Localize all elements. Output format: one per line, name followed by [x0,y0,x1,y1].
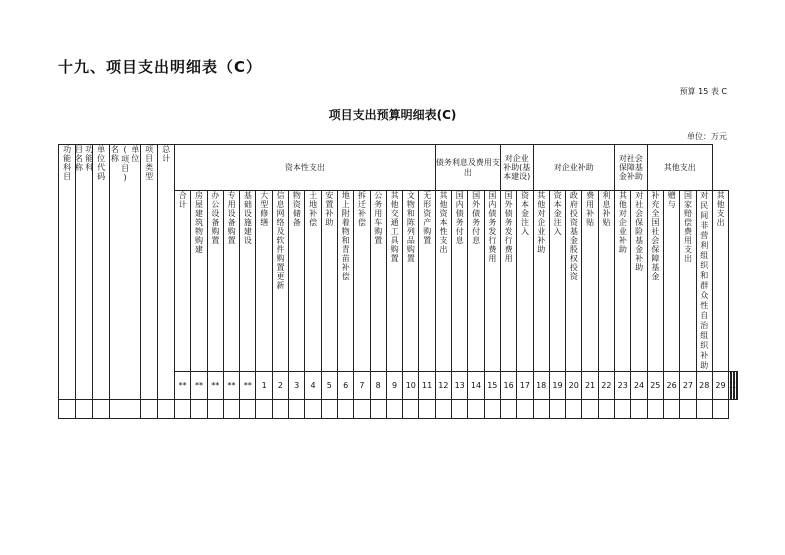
table-cell: 16 [500,372,516,400]
column-header-text: 专用设备购置 [227,191,237,245]
table-cell: 8 [370,372,386,400]
column-header [256,191,272,372]
empty-cell [680,400,696,419]
column-header [419,191,435,372]
empty-cell [305,400,321,419]
column-header-text: 房屋建筑物购建 [194,191,204,254]
header-0 [59,145,76,400]
table-cell: 11 [419,372,435,400]
table-cell: 26 [663,372,679,400]
column-header [517,191,533,372]
column-header [549,191,565,372]
header-4 [141,145,158,400]
column-header-text: 补助 [700,351,709,370]
column-header-text: 政府投资基金股权投资 [569,191,579,281]
left-header-0-text: 功能科目 [62,145,72,181]
empty-cell [598,400,614,419]
column-header [484,191,500,372]
unit-label: 单位：万元 [687,132,727,141]
column-header [403,191,419,372]
table-cell: 1 [256,372,272,400]
column-header [289,191,305,372]
column-header-text: 营利 [700,231,709,250]
table-cell: 23 [615,372,631,400]
table-cell: 12 [435,372,451,400]
table-cell: 21 [582,372,598,400]
table-cell [736,372,738,400]
column-header-text: 文物和陈列品购置 [406,191,416,263]
empty-cell [582,400,598,419]
table-cell: 10 [403,372,419,400]
column-header-text: 拆迁补偿 [357,191,367,227]
column-header-text: 大型修缮 [259,191,269,227]
column-header-text: 对社会保险基金补助 [634,191,644,272]
column-header [663,191,679,372]
column-header [191,191,207,372]
column-header [582,191,598,372]
table-cell: 15 [484,372,500,400]
column-header-text: 合计 [178,191,188,209]
column-header-text: 其他资本性支出 [438,191,448,254]
column-header-text: 国内债务付息 [455,191,465,245]
column-header [175,191,191,372]
column-header [354,191,370,372]
header-3 [110,145,141,400]
table-cell: 24 [631,372,647,400]
left-header-3-text: 单位 [130,145,140,163]
empty-cell [321,400,337,419]
column-header-text: 其他支出 [716,191,726,227]
table-cell: 13 [452,372,468,400]
budget-table [58,144,738,419]
empty-cell [207,400,223,419]
left-header-3-text: (项目) [120,145,130,183]
column-header-text: 物资储备 [292,191,302,227]
empty-cell [419,400,435,419]
empty-cell [484,400,500,419]
column-header-text: 众性 [700,291,709,310]
table-cell: 6 [337,372,353,400]
column-header [337,191,353,372]
column-header-text: 其他交通工具购置 [390,191,400,263]
column-header-text: 赠与 [667,191,677,209]
column-header-text: 费用补贴 [585,191,595,227]
column-header-text: 对民 [700,191,709,210]
group-header: 其他支出 [647,145,712,191]
left-header-5-text: 总计 [161,145,171,163]
column-header-text: 资本金注入 [520,191,530,236]
table-cell: 18 [533,372,549,400]
left-header-2-text: 单位代码 [96,145,106,181]
table-cell: 3 [289,372,305,400]
empty-cell [615,400,631,419]
group-header: 资本性支出 [175,145,436,191]
empty-cell [631,400,647,419]
empty-cell [468,400,484,419]
left-header-4-text: 项目类型 [144,145,154,181]
group-header: 对社会保障基金补助 [615,145,648,191]
table-cell: 2 [272,372,288,400]
column-header-text: 补充全国社会保障基金 [650,191,660,281]
empty-cell [289,400,305,419]
empty-cell [517,400,533,419]
header-2 [93,145,110,400]
table-cell: 22 [598,372,614,400]
empty-cell [370,400,386,419]
empty-cell [354,400,370,419]
empty-cell [59,400,76,419]
group-header: 债务利息及费用支出 [435,145,500,191]
group-header: 对企业补助(基本建设) [500,145,533,191]
table-cell: 25 [647,372,663,400]
table-cell: 9 [386,372,402,400]
group-header: 对企业补助 [533,145,615,191]
empty-cell [647,400,663,419]
table-cell: 19 [549,372,565,400]
empty-cell [696,400,712,419]
column-header-text: 和群 [700,271,709,290]
empty-cell [240,400,256,419]
section-title: 十九、项目支出明细表（C） [58,58,263,76]
empty-cell [663,400,679,419]
column-header-text: 利息补贴 [601,191,611,227]
column-header-text: 安置补助 [324,191,334,227]
column-header [712,191,728,372]
column-header-text: 信息网络及软件购置更新 [276,191,286,290]
empty-cell [223,400,239,419]
table-cell: 17 [517,372,533,400]
column-header-text: 国外债务发行费用 [504,191,514,263]
table-cell: 29 [712,372,728,400]
column-header-text: 地上附着物和青苗补偿 [341,191,351,281]
column-header [370,191,386,372]
column-header [533,191,549,372]
form-number: 预算 15 表 C [679,87,727,96]
table-cell: 7 [354,372,370,400]
empty-cell [93,400,110,419]
column-header [680,191,696,372]
table-cell: ** [240,372,256,400]
column-header [240,191,256,372]
table-cell: 4 [305,372,321,400]
table-cell: ** [207,372,223,400]
column-header-text: 间非 [700,211,709,230]
column-header [500,191,516,372]
column-header-text: 其他对企业补助 [618,191,628,254]
empty-cell [549,400,565,419]
column-header [468,191,484,372]
empty-cell [76,400,93,419]
column-header [631,191,647,372]
column-header [305,191,321,372]
table-title: 项目支出预算明细表(C) [328,108,457,122]
column-header-text: 基础设施建设 [243,191,253,245]
column-header [598,191,614,372]
empty-cell [158,400,175,419]
empty-cell [191,400,207,419]
table-cell: 28 [696,372,712,400]
column-header [207,191,223,372]
empty-cell [500,400,516,419]
empty-cell [110,400,141,419]
column-header [272,191,288,372]
left-header-3-text: 名称 [110,145,120,163]
column-header [647,191,663,372]
column-header-text: 组织 [700,251,709,270]
empty-cell [435,400,451,419]
header-5 [158,145,175,400]
column-header [566,191,582,372]
empty-cell [175,400,191,419]
empty-cell [337,400,353,419]
left-header-1-text: 目名称 [74,145,84,172]
table-cell: ** [223,372,239,400]
column-header-text: 公务用车购置 [373,191,383,245]
column-header [223,191,239,372]
column-header-text: 资本金注入 [553,191,563,236]
table-cell: 14 [468,372,484,400]
left-header-1-text: 功能科 [84,145,94,172]
empty-cell [386,400,402,419]
column-header [435,191,451,372]
column-header-text: 其他对企业补助 [536,191,546,254]
column-header [321,191,337,372]
column-header-text: 国家赔偿费用支出 [683,191,693,263]
empty-cell [566,400,582,419]
column-header [615,191,631,372]
empty-cell [452,400,468,419]
column-header-text: 组织 [700,331,709,350]
column-header-text: 国内债务发行费用 [487,191,497,263]
empty-cell [141,400,158,419]
column-header-text: 土地补偿 [308,191,318,227]
column-header-text: 无形资产购置 [422,191,432,245]
column-header [696,191,712,372]
column-header-text: 国外债务付息 [471,191,481,245]
table-cell: 5 [321,372,337,400]
column-header [386,191,402,372]
empty-cell [256,400,272,419]
empty-cell [272,400,288,419]
column-header [452,191,468,372]
empty-cell [403,400,419,419]
table-cell: 20 [566,372,582,400]
empty-cell [533,400,549,419]
table-cell: 27 [680,372,696,400]
table-cell: ** [191,372,207,400]
header-1 [76,145,93,400]
table-cell: ** [175,372,191,400]
column-header-text: 办公设备购置 [210,191,220,245]
empty-cell [712,400,728,419]
column-header-text: 自治 [700,311,709,330]
